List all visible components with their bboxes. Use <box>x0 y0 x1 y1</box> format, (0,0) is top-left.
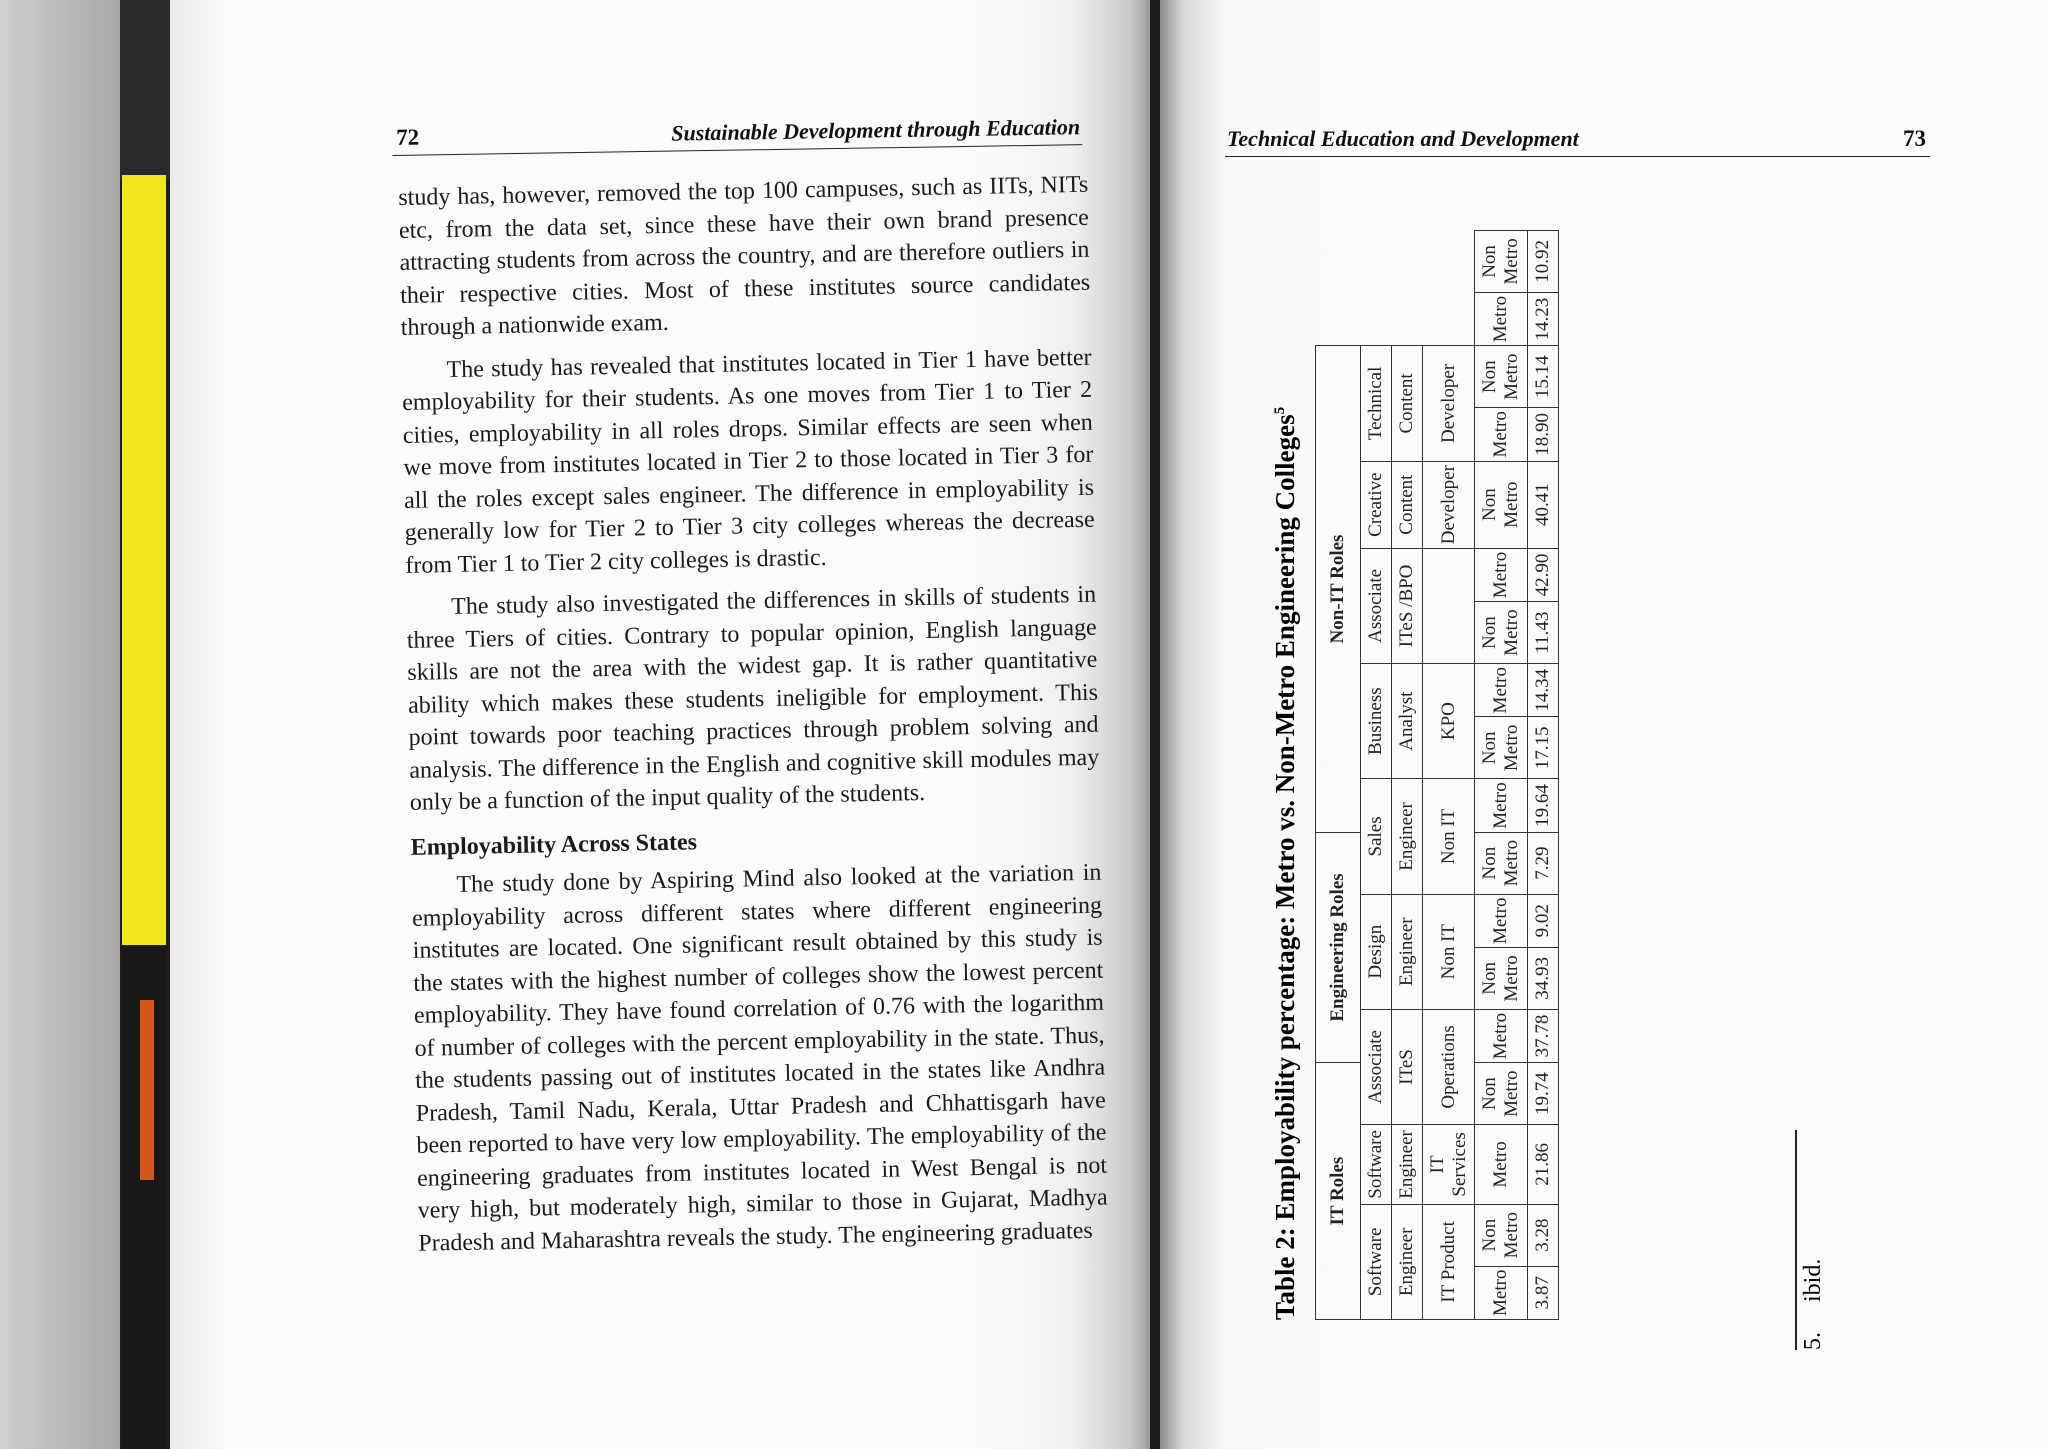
role-sub: Content <box>1391 346 1422 461</box>
metro-label: Metro <box>1475 779 1528 832</box>
value-cell: 42.90 <box>1528 548 1559 601</box>
right-running-head <box>1225 126 1930 157</box>
role-sub: ITeS /BPO <box>1391 548 1422 663</box>
role-title: Associate <box>1361 1009 1392 1124</box>
table-caption-text: Table 2: Employability percentage: Metro vs. Non-Metro Engineering Colleges <box>1270 414 1300 1320</box>
book-edge-yellow <box>122 175 166 945</box>
book-edge-gray <box>0 0 120 1449</box>
value-cell: 37.78 <box>1528 1009 1559 1062</box>
metro-label: Metro <box>1475 894 1528 947</box>
group-header: Non-IT Roles <box>1316 346 1361 832</box>
non-metro-label: Non Metro <box>1475 461 1528 548</box>
group-header: Engineering Roles <box>1316 832 1361 1063</box>
footnote-text: ibid. <box>1800 1258 1826 1302</box>
page-number: 72 <box>395 124 420 150</box>
value-cell: 3.87 <box>1528 1266 1559 1319</box>
value-cell: 3.28 <box>1528 1204 1559 1266</box>
paragraph: The study has revealed that institutes located in Tier 1 have better employability for their students. As one moves from Tier 1 to Tier 2 cities, employability in all roles drops. Similar effects are seen when we move from institutes located in Tier 2 to those located in Tier 3 for all the roles except sales engineer. The difference in employability is generally low for Tier 2 to Tier 3 city colleges whereas the decrease from Tier 1 to Tier 2 city colleges is drastic. <box>401 344 1095 579</box>
footnote-marker: 5 <box>1272 406 1288 415</box>
value-cell: 11.43 <box>1528 602 1559 664</box>
book-edge-dark <box>120 0 170 180</box>
metro-label: Metro <box>1475 1125 1528 1205</box>
value-cell: 7.29 <box>1528 832 1559 894</box>
non-metro-label: Non Metro <box>1475 231 1528 293</box>
value-cell: 15.14 <box>1528 346 1559 408</box>
role-sector <box>1422 548 1475 663</box>
paragraph: The study done by Aspiring Mind also looked at the variation in employability across different states where different engineering institutes are located. One significant result obtained by this study is the states with the highest number of colleges show the lowest percent employability. They have found correlation of 0.76 with the logarithm of number of colleges with the percent employability in the state. Thus, the students passing out of institutes located in the states like Andhra Pradesh, Tamil Nadu, Kerala, Uttar Pradesh and Chhattisgarh have been reported to have very low employability. The employability of the engineering graduates from institutes located in West Bengal is not very high, but moderately high, similar to those in Gujarat, Madhya Pradesh and Maharashtra reveals the study. The engineering graduates <box>411 859 1108 1257</box>
value-cell: 10.92 <box>1528 231 1559 293</box>
employability-table <box>1315 230 1559 1320</box>
metro-label: Metro <box>1475 664 1528 717</box>
section-heading: Employability Across States <box>410 828 698 861</box>
role-title: Software <box>1361 1204 1392 1319</box>
metro-label: Metro <box>1475 408 1528 461</box>
group-header: IT Roles <box>1316 1063 1361 1320</box>
role-title: Creative <box>1361 461 1392 548</box>
role-sub-row <box>1391 231 1422 1320</box>
role-sector: Developer <box>1422 461 1475 548</box>
table-caption <box>1270 230 1301 1320</box>
role-title-row <box>1361 231 1392 1320</box>
role-sector: Non IT <box>1422 894 1475 1009</box>
metro-label: Metro <box>1475 1009 1528 1062</box>
paragraph: study has, however, removed the top 100 campuses, such as IITs, NITs etc, from the data set, since these have their own brand presence attracting students from across the country, and are therefore outliers in their respective cities. Most of these institutes source candidates through a nationwide exam. <box>398 171 1091 341</box>
value-cell: 19.64 <box>1528 779 1559 832</box>
role-sector: Developer <box>1422 346 1475 461</box>
non-metro-label: Non Metro <box>1475 717 1528 779</box>
role-title: Software <box>1361 1125 1392 1205</box>
running-title: Sustainable Development through Education <box>671 114 1081 146</box>
metro-header-row <box>1475 231 1528 1320</box>
role-title: Associate <box>1361 548 1392 663</box>
role-title: Technical <box>1361 346 1392 461</box>
non-metro-label: Non Metro <box>1475 832 1528 894</box>
role-sub: Engineer <box>1391 779 1422 894</box>
value-cell: 21.86 <box>1528 1125 1559 1205</box>
value-cell: 14.34 <box>1528 664 1559 717</box>
value-row <box>1528 231 1559 1320</box>
role-sector: IT Services <box>1422 1125 1475 1205</box>
footnote <box>1800 1259 1827 1350</box>
role-title: Sales <box>1361 779 1392 894</box>
left-page <box>170 0 1150 1449</box>
value-cell: 17.15 <box>1528 717 1559 779</box>
left-running-head <box>392 114 1082 156</box>
non-metro-label: Non Metro <box>1475 947 1528 1009</box>
role-sub: Analyst <box>1391 664 1422 779</box>
employability-table-block <box>1270 230 1559 1320</box>
book-edge-orange <box>140 1000 154 1180</box>
value-cell: 34.93 <box>1528 947 1559 1009</box>
role-sector: IT Product <box>1422 1204 1475 1319</box>
value-cell: 9.02 <box>1528 894 1559 947</box>
role-sub: ITeS <box>1391 1009 1422 1124</box>
group-header-row <box>1316 231 1361 1320</box>
metro-label: Metro <box>1475 1266 1528 1319</box>
value-cell: 40.41 <box>1528 461 1559 548</box>
role-sub: Content <box>1391 461 1422 548</box>
role-sector: KPO <box>1422 664 1475 779</box>
left-body-text <box>398 169 1109 1260</box>
paragraph: The study also investigated the differences in skills of students in three Tiers of cities. Contrary to popular opinion, English language skills are not the area with the widest gap. It is rather quantitative ability which makes these students ineligible for employment. This point towards poor teaching practices through problem solving and analysis. The difference in the English and cognitive skill modules may only be a function of the input quality of the students. <box>406 581 1100 816</box>
metro-label: Metro <box>1475 548 1528 601</box>
role-sector: Non IT <box>1422 779 1475 894</box>
non-metro-label: Non Metro <box>1475 602 1528 664</box>
non-metro-label: Non Metro <box>1475 346 1528 408</box>
role-title: Business <box>1361 664 1392 779</box>
page-number: 73 <box>1903 126 1926 151</box>
footnote-rule <box>1795 1130 1797 1350</box>
role-sub: Engineer <box>1391 1125 1422 1205</box>
role-sector: Operations <box>1422 1009 1475 1124</box>
role-sector-row <box>1422 231 1475 1320</box>
value-cell: 14.23 <box>1528 292 1559 345</box>
value-cell: 18.90 <box>1528 408 1559 461</box>
role-title: Design <box>1361 894 1392 1009</box>
running-title: Technical Education and Development <box>1227 126 1579 151</box>
role-sub: Engineer <box>1391 1204 1422 1319</box>
role-sub: Engineer <box>1391 894 1422 1009</box>
value-cell: 19.74 <box>1528 1063 1559 1125</box>
footnote-number: 5. <box>1800 1332 1826 1350</box>
non-metro-label: Non Metro <box>1475 1204 1528 1266</box>
metro-label: Metro <box>1475 292 1528 345</box>
non-metro-label: Non Metro <box>1475 1063 1528 1125</box>
